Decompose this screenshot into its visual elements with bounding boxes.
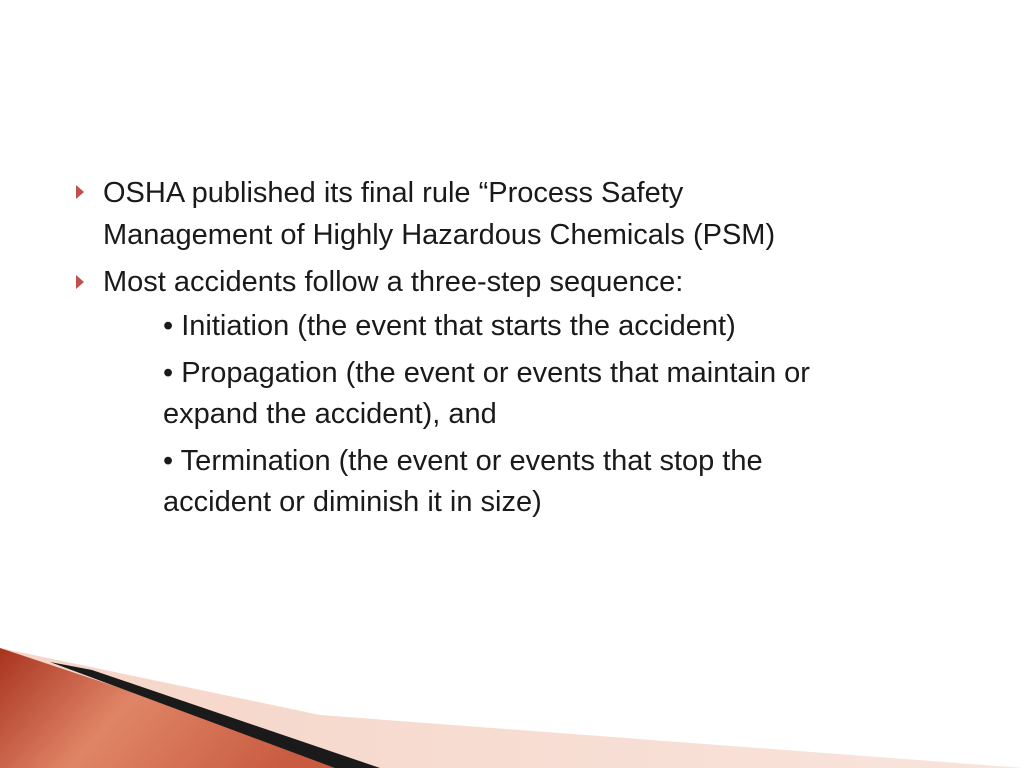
bullet-osha-psm xyxy=(103,172,963,256)
triangle-bullet-icon xyxy=(76,275,84,289)
sub-item-propagation xyxy=(163,353,953,435)
bullet-text-line: Management of Highly Hazardous Chemicals (PSM) xyxy=(103,219,776,251)
sub-item-termination xyxy=(163,441,953,523)
sub-item-text-line: accident or diminish it in size) xyxy=(163,486,542,518)
triangle-bullet-icon xyxy=(76,185,84,199)
sub-item-text-line: • Termination (the event or events that stop the xyxy=(163,445,763,477)
decorative-corner-stripes xyxy=(0,600,1024,768)
sub-item-text-line: • Propagation (the event or events that maintain or xyxy=(163,357,810,389)
bullet-text-line: Most accidents follow a three-step sequence: xyxy=(103,266,684,298)
sub-item-text-line: expand the accident), and xyxy=(163,398,497,430)
bullet-text-line: OSHA published its final rule “Process Safety xyxy=(103,177,684,209)
sub-item-initiation xyxy=(163,306,953,347)
bullet-three-step-sequence xyxy=(103,261,963,303)
sub-item-text-line: • Initiation (the event that starts the accident) xyxy=(163,310,736,342)
